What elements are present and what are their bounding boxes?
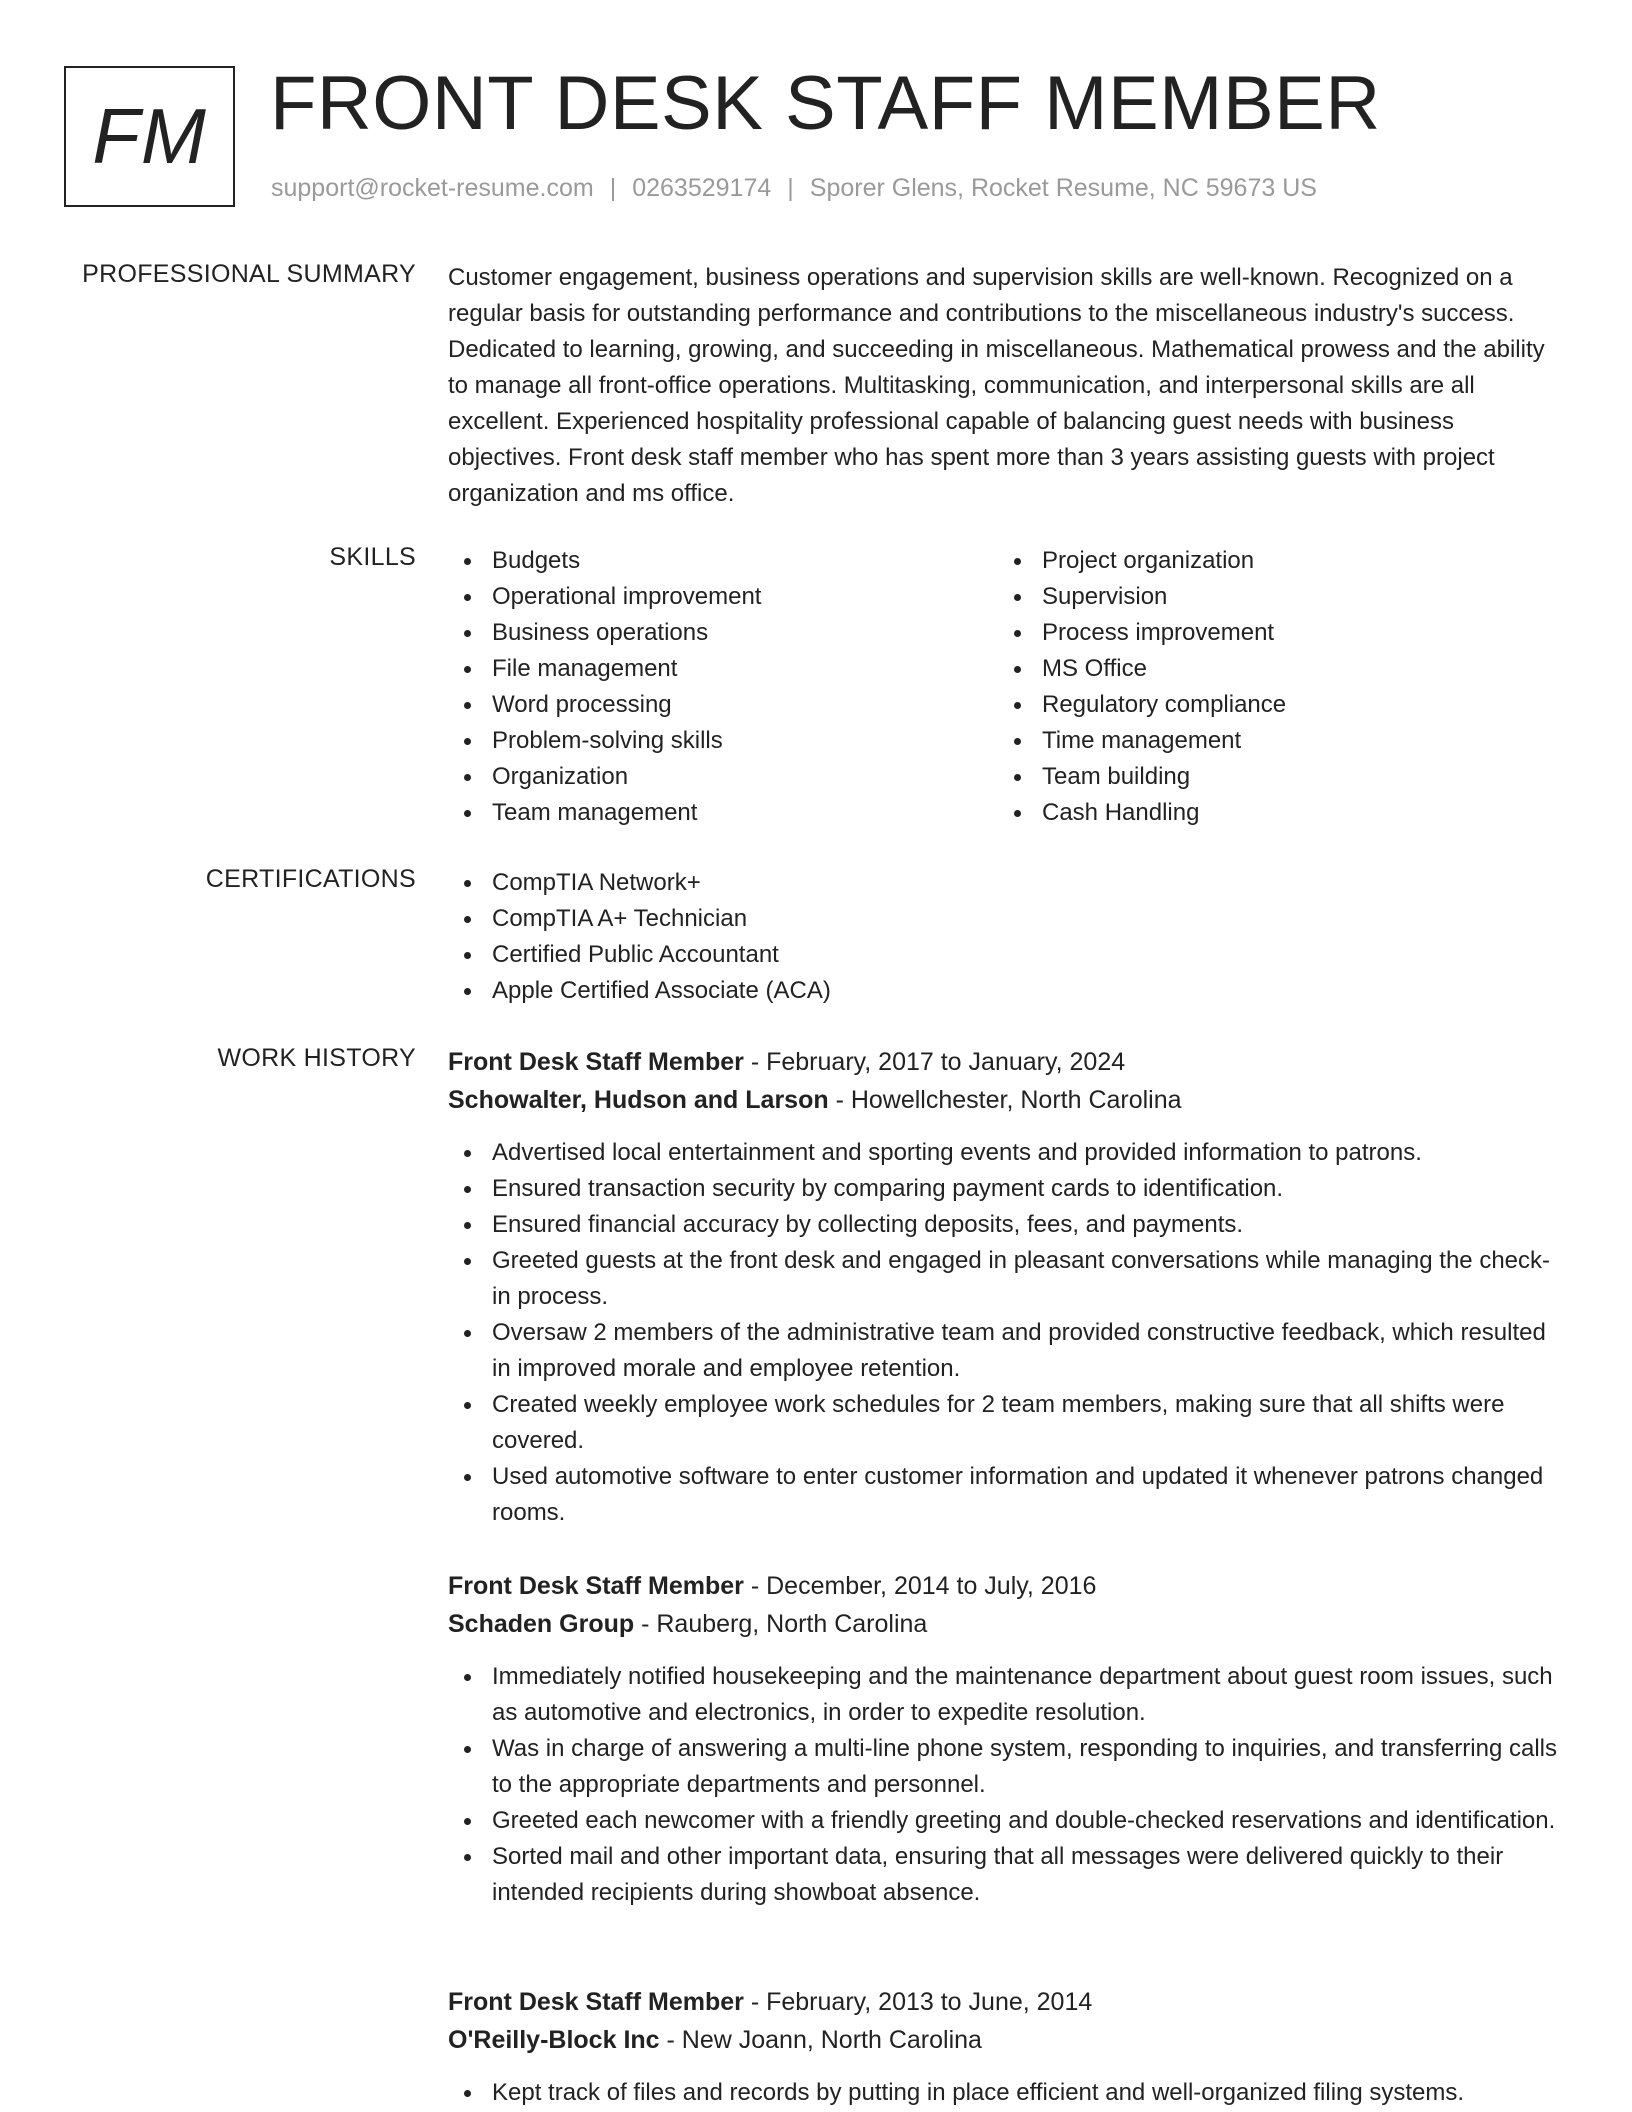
skill-item: Operational improvement [448,579,998,615]
job-title: Front Desk Staff Member [448,1048,744,1076]
skill-item: Team building [998,759,1548,795]
skill-item: Organization [448,759,998,795]
skill-item: Problem-solving skills [448,723,998,759]
job-dates: - December, 2014 to July, 2016 [743,1572,1097,1600]
skills-column-left [448,543,998,831]
skill-item: Time management [998,723,1548,759]
job-location: - Rauberg, North Carolina [634,1610,928,1638]
job-title-line [448,1043,1568,1081]
contact-separator: | [787,174,794,202]
job-bullet: Greeted each newcomer with a friendly greeting and double-checked reservations and identification. [448,1803,1568,1839]
job-title: Front Desk Staff Member [448,1988,744,2016]
summary-body [448,260,1568,512]
job-bullet: Used automotive software to enter customer information and updated it whenever patrons changed rooms. [448,1459,1568,1531]
contact-email: support@rocket-resume.com [271,174,594,202]
job-title-line [448,1983,1568,2021]
job-title-line [448,1567,1568,1605]
skill-item: File management [448,651,998,687]
monogram-initials: FM [92,92,207,180]
job-entry [448,1983,1568,2111]
job-location: - Howellchester, North Carolina [828,1086,1182,1114]
skill-item: MS Office [998,651,1548,687]
skill-item: Business operations [448,615,998,651]
summary-heading: PROFESSIONAL SUMMARY [82,260,416,288]
job-company-line [448,1605,1568,1643]
skill-item: Cash Handling [998,795,1548,831]
skills-list [448,543,1568,831]
certifications-heading: CERTIFICATIONS [205,865,416,893]
job-bullet: Ensured transaction security by comparing payment cards to identification. [448,1171,1568,1207]
skill-item: Budgets [448,543,998,579]
skill-item: Supervision [998,579,1548,615]
job-entry [448,1043,1568,1531]
job-dates: - February, 2013 to June, 2014 [743,1988,1093,2016]
job-bullet: Immediately notified housekeeping and the maintenance department about guest room issues, such as automotive and electronics, in order to expedite resolution. [448,1659,1568,1731]
certifications-body [448,865,1568,1009]
resume-header [64,61,1564,211]
certification-item: CompTIA A+ Technician [448,901,1568,937]
skill-item: Word processing [448,687,998,723]
job-company-line [448,2021,1568,2059]
contact-line [271,174,1317,203]
skill-item: Regulatory compliance [998,687,1548,723]
summary-text: Customer engagement, business operations and supervision skills are well-known. Recognized on a regular basis for outstanding performance and contributions to the miscellaneous industry's success. Dedicated to learning, growing, and succeeding in miscellaneous. Mathematical prowess and the ability to manage all front-office operations. Multitasking, communication, and interpersonal skills are all excellent. Experienced hospitality professional capable of balancing guest needs with business objectives. Front desk staff member who has spent more than 3 years assisting guests with project organization and ms office. [448,264,1545,507]
job-company: Schowalter, Hudson and Larson [448,1086,829,1114]
job-bullet: Was in charge of answering a multi-line phone system, responding to inquiries, and transferring calls to the appropriate departments and personnel. [448,1731,1568,1803]
job-dates: - February, 2017 to January, 2024 [743,1048,1126,1076]
certifications-list [448,865,1568,1009]
contact-separator: | [609,174,617,202]
job-company: Schaden Group [448,1610,635,1638]
skill-item: Project organization [998,543,1548,579]
certification-item: Apple Certified Associate (ACA) [448,973,1568,1009]
resume-name: FRONT DESK STAFF MEMBER [270,61,1381,146]
job-bullet: Oversaw 2 members of the administrative team and provided constructive feedback, which resulted in improved morale and employee retention. [448,1315,1568,1387]
job-bullets [448,1659,1568,1911]
certification-item: CompTIA Network+ [448,865,1568,901]
job-bullet: Ensured financial accuracy by collecting deposits, fees, and payments. [448,1207,1568,1243]
skill-item: Team management [448,795,998,831]
skills-heading: SKILLS [329,543,416,571]
job-bullet: Sorted mail and other important data, ensuring that all messages were delivered quickly to their intended recipients during showboat absence. [448,1839,1568,1911]
contact-phone: 0263529174 [632,174,772,202]
job-bullets [448,2075,1568,2111]
certification-item: Certified Public Accountant [448,937,1568,973]
job-bullets [448,1135,1568,1531]
contact-address: Sporer Glens, Rocket Resume, NC 59673 US [809,174,1317,202]
job-company-line [448,1081,1568,1119]
skills-column-right [998,543,1548,831]
skill-item: Process improvement [998,615,1548,651]
job-bullet: Created weekly employee work schedules for 2 team members, making sure that all shifts were covered. [448,1387,1568,1459]
job-company: O'Reilly-Block Inc [448,2026,660,2054]
job-entry [448,1567,1568,1911]
monogram-box [64,66,235,207]
job-bullet: Kept track of files and records by putting in place efficient and well-organized filing systems. [448,2075,1568,2111]
work-history-heading: WORK HISTORY [217,1044,416,1072]
job-bullet: Greeted guests at the front desk and engaged in pleasant conversations while managing the check-in process. [448,1243,1568,1315]
job-title: Front Desk Staff Member [448,1572,744,1600]
job-bullet: Advertised local entertainment and sporting events and provided information to patrons. [448,1135,1568,1171]
job-location: - New Joann, North Carolina [659,2026,982,2054]
